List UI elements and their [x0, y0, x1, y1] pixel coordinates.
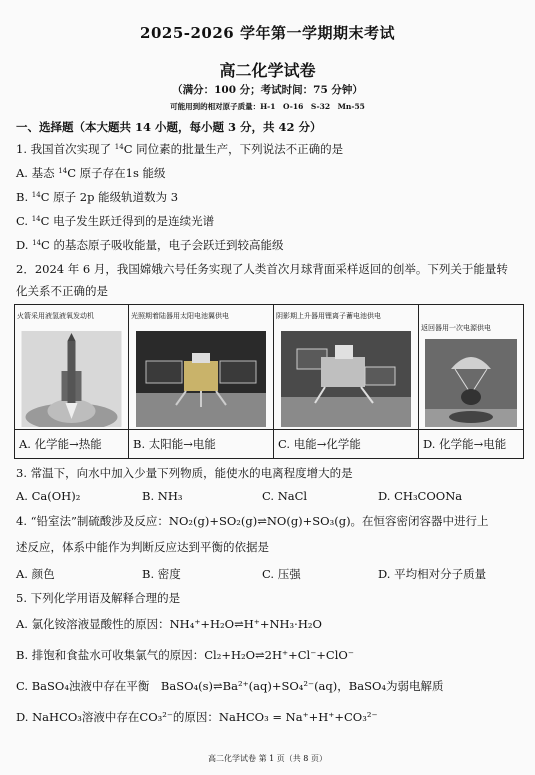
q2-panel-a-caption: 火箭采用液氢液氧发动机 — [17, 312, 94, 320]
q2-panel-b[interactable] — [129, 305, 274, 458]
q2-panel-a[interactable] — [15, 305, 129, 458]
q5-option-a[interactable]: A. 氯化铵溶液显酸性的原因：NH₄⁺+H₂O⇌H⁺+NH₃·H₂O — [16, 617, 322, 631]
atomic-masses: 可能用到的相对原子质量：H-1 O-16 S-32 Mn-55 — [170, 102, 365, 111]
return-capsule-image — [425, 339, 517, 427]
exam-meta: （满分：100 分；考试时间：75 分钟） — [172, 84, 363, 96]
rocket-launch-image — [21, 331, 122, 427]
q3-option-a[interactable]: A. Ca(OH)₂ — [16, 489, 81, 503]
q2-stem-line1: 2．2024 年 6 月，我国嫦娥六号任务实现了人类首次月球背面采样返回的创举。下列关于能量转 — [16, 262, 508, 276]
q2-stem-line2: 化关系不正确的是 — [16, 284, 108, 298]
q4-option-d[interactable]: D. 平均相对分子质量 — [378, 567, 487, 581]
q1-option-c[interactable]: C. $^{14}$C 电子发生跃迁得到的是连续光谱 — [16, 214, 215, 228]
q2-panel-c[interactable] — [274, 305, 419, 458]
q1-option-d[interactable]: D. $^{14}$C 的基态原子吸收能量，电子会跃迁到较高能级 — [16, 238, 284, 252]
q2-panel-b-label: B. 太阳能→电能 — [129, 429, 273, 458]
q2-figure-table — [14, 304, 524, 459]
q3-option-c[interactable]: C. NaCl — [262, 489, 308, 503]
q5-stem: 5. 下列化学用语及解释合理的是 — [16, 591, 181, 605]
q3-option-d[interactable]: D. CH₃COONa — [378, 489, 463, 503]
q2-panel-a-label: A. 化学能→热能 — [15, 429, 128, 458]
q4-options — [16, 566, 526, 581]
q4-option-c[interactable]: C. 压强 — [262, 567, 301, 581]
q4-stem-line2: 述反应，体系中能作为判断反应达到平衡的依据是 — [16, 540, 269, 554]
q4-option-b[interactable]: B. 密度 — [142, 567, 181, 581]
q3-options — [16, 489, 526, 504]
q3-option-b[interactable]: B. NH₃ — [142, 489, 183, 503]
section-title: 一、选择题（本大题共 14 小题，每小题 3 分，共 42 分） — [16, 120, 322, 134]
q2-panel-d-caption: 返回器用一次电源供电 — [421, 324, 491, 332]
q3-stem: 3. 常温下，向水中加入少量下列物质，能使水的电离程度增大的是 — [16, 466, 353, 480]
lunar-lander-image — [135, 331, 267, 427]
q5-option-c[interactable]: C. BaSO₄浊液中存在平衡 BaSO₄(s)⇌Ba²⁺(aq)+SO₄²⁻(aq)，BaSO₄为弱电解质 — [16, 679, 444, 693]
q1-option-a[interactable]: A. 基态 $^{14}$C 原子存在1s 能级 — [16, 166, 166, 180]
q2-panel-c-label: C. 电能→化学能 — [274, 429, 418, 458]
q1-stem: 1. 我国首次实现了 $^{14}$C 同位素的批量生产，下列说法不正确的是 — [16, 142, 344, 156]
q2-panel-c-caption: 阴影期上升器用锂离子蓄电池供电 — [276, 312, 381, 320]
paper-title: 高二化学试卷 — [219, 61, 316, 80]
ascender-image — [280, 331, 412, 427]
q1-option-b[interactable]: B. $^{14}$C 原子 2p 能级轨道数为 3 — [16, 190, 179, 204]
q2-panel-d-label: D. 化学能→电能 — [419, 429, 523, 458]
q5-option-b[interactable]: B. 排饱和食盐水可收集氯气的原因：Cl₂+H₂O⇌2H⁺+Cl⁻+ClO⁻ — [16, 648, 354, 662]
q4-stem-line1: 4. “铅室法”制硫酸涉及反应：NO₂(g)+SO₂(g)⇌NO(g)+SO₃(g)。在恒容密闭容器中进行上 — [16, 514, 489, 528]
exam-title: 2025-2026 学年第一学期期末考试 — [140, 24, 395, 42]
q2-panel-d[interactable] — [419, 305, 523, 458]
q4-option-a[interactable]: A. 颜色 — [16, 567, 55, 581]
q5-option-d[interactable]: D. NaHCO₃溶液中存在CO₃²⁻的原因：NaHCO₃ = Na⁺+H⁺+CO₃²⁻ — [16, 710, 378, 724]
page-footer: 高二化学试卷 第 1 页（共 8 页） — [208, 754, 327, 763]
q2-panel-b-caption: 光照期着陆器用太阳电池翼供电 — [131, 312, 229, 320]
